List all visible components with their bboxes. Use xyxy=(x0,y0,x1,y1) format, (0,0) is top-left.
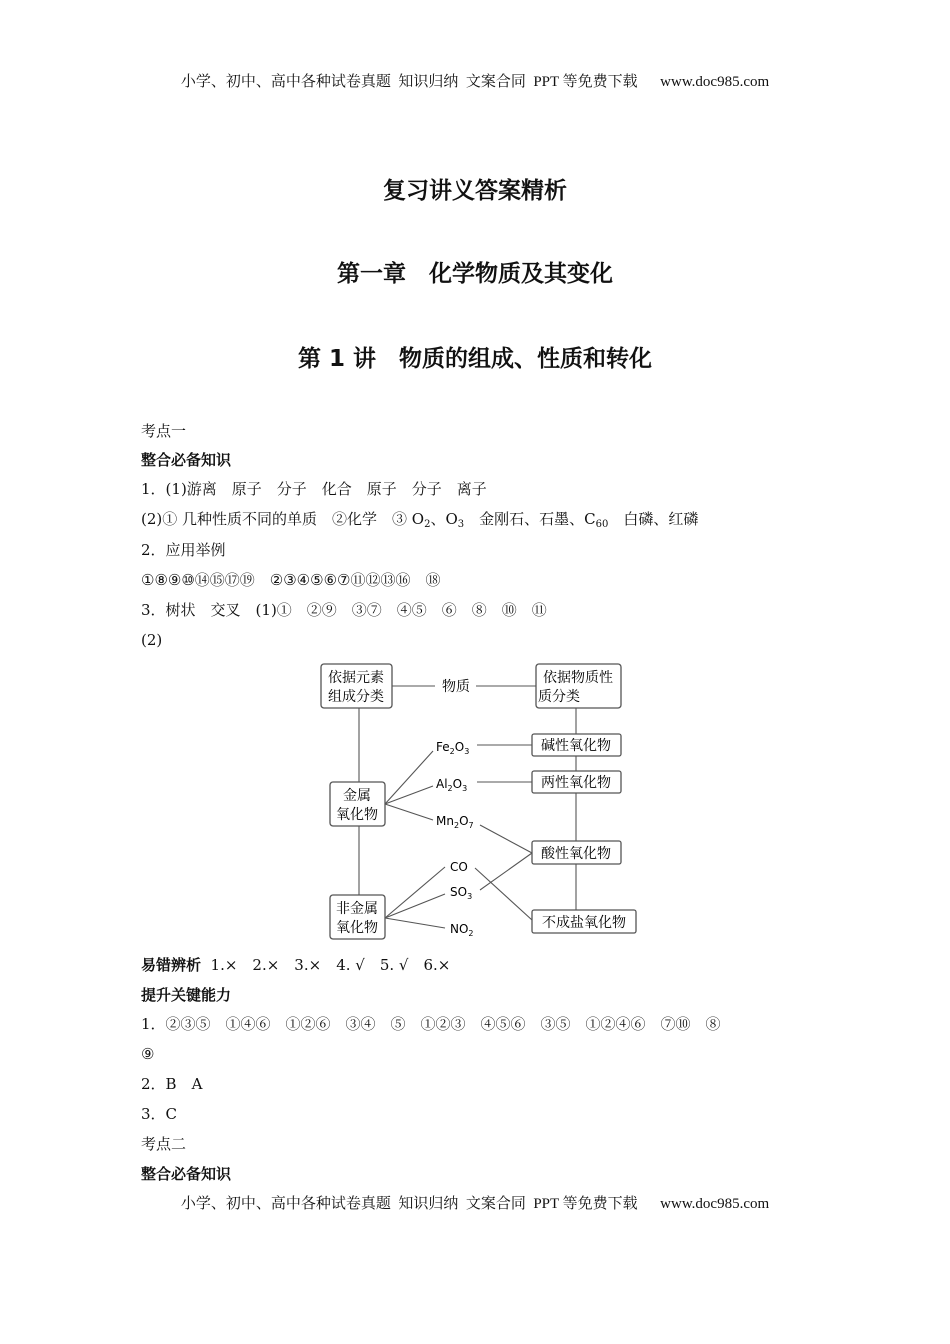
al2o3-sub: 2 xyxy=(447,784,453,793)
formula-mn2o7 xyxy=(436,814,474,830)
metal-oxide-line-1: 金属 xyxy=(343,788,371,804)
answer-line-2 xyxy=(141,509,698,535)
box-non-salt-forming-oxide xyxy=(532,910,636,933)
no2-part: NO xyxy=(450,922,469,936)
mn2o7-part: Mn xyxy=(436,814,454,828)
fe2o3-part: O xyxy=(454,740,465,754)
answer-line-7: 1．②③⑤ ①④⑥ ①②⑥ ③④ ⑤ ①②③ ④⑤⑥ ③⑤ ①②④⑥ ⑦⑩ ⑧ xyxy=(141,1015,721,1033)
yicuo-line xyxy=(141,955,450,975)
box-basic-oxide xyxy=(532,734,621,756)
formula-al2o3 xyxy=(436,777,467,793)
answer-line-3: 2．应用举例 xyxy=(141,541,226,559)
answer-line-10: 3．C xyxy=(141,1105,178,1123)
so3-part: SO xyxy=(450,885,468,899)
oxide-classification-diagram xyxy=(310,658,640,943)
formula-co: CO xyxy=(450,860,468,874)
box-acidic-oxide xyxy=(532,841,621,864)
answer-line-1: 1．(1)游离 原子 分子 化合 原子 分子 离子 xyxy=(141,480,487,498)
al2o3-part: Al xyxy=(436,777,448,791)
acidic-oxide-label: 酸性氧化物 xyxy=(541,846,611,862)
formula-fe2o3 xyxy=(436,740,469,756)
answer-line-6: (2) xyxy=(141,631,163,649)
heading-zhenghe-2: 整合必备知识 xyxy=(141,1165,232,1183)
box-element-line-1: 依据元素 xyxy=(328,670,384,686)
box-nonmetal-oxide xyxy=(330,895,385,939)
page-title: 复习讲义答案精析 xyxy=(383,178,567,204)
text-segment: 、O xyxy=(430,510,458,528)
nonmetal-oxide-line-2: 氧化物 xyxy=(336,920,378,936)
fe2o3-part: Fe xyxy=(436,740,450,754)
answer-line-8: ⑨ xyxy=(141,1045,155,1063)
text-segment: 金刚石、石墨、C xyxy=(464,510,596,528)
metal-oxide-line-2: 氧化物 xyxy=(336,807,378,823)
so3-sub: 3 xyxy=(467,892,473,901)
section-kaodian-1: 考点一 xyxy=(141,422,187,440)
lecture-title: 第 1 讲 物质的组成、性质和转化 xyxy=(297,346,653,372)
text-segment: 白磷、红磷 xyxy=(608,510,699,528)
heading-tisheng: 提升关键能力 xyxy=(141,986,232,1004)
box-amphoteric-oxide xyxy=(532,771,621,793)
subscript: 3 xyxy=(457,519,465,530)
mn2o7-sub: 7 xyxy=(468,821,474,830)
formula-no2 xyxy=(450,922,474,938)
label-substance: 物质 xyxy=(442,679,470,695)
page-footer: 小学、初中、高中各种试卷真题 知识归纳 文案合同 PPT 等免费下载 www.doc985.com xyxy=(180,1196,770,1212)
subscript: 60 xyxy=(595,519,609,530)
mn2o7-part: O xyxy=(459,814,469,828)
section-kaodian-2: 考点二 xyxy=(141,1135,187,1153)
box-metal-oxide xyxy=(330,782,385,826)
box-property-line-1: 依据物质性 xyxy=(543,670,613,686)
chapter-title: 第一章 化学物质及其变化 xyxy=(337,261,613,287)
yicuo-answers: 1.× 2.× 3.× 4. √ 5. √ 6.× xyxy=(201,956,451,974)
formula-so3 xyxy=(450,885,472,901)
basic-oxide-label: 碱性氧化物 xyxy=(541,738,611,754)
subscript: 2 xyxy=(424,519,431,530)
fe2o3-sub: 2 xyxy=(449,747,455,756)
text-segment: (2)① 几种性质不同的单质 ②化学 ③ O xyxy=(141,510,425,528)
box-element-line-2: 组成分类 xyxy=(328,689,384,705)
al2o3-sub: 3 xyxy=(462,784,468,793)
box-property-line-2: 质分类 xyxy=(538,689,580,705)
answer-line-9: 2．B A xyxy=(141,1075,203,1093)
fe2o3-sub: 3 xyxy=(464,747,470,756)
answer-line-4: ①⑧⑨⑩⑭⑮⑰⑲ ②③④⑤⑥⑦⑪⑫⑬⑯ ⑱ xyxy=(141,571,441,589)
box-property-classification xyxy=(536,664,621,708)
heading-yicuo: 易错辨析 xyxy=(141,956,202,974)
nonmetal-oxide-line-1: 非金属 xyxy=(336,901,378,917)
amphoteric-oxide-label: 两性氧化物 xyxy=(541,775,611,791)
non-salt-oxide-label: 不成盐氧化物 xyxy=(542,915,626,931)
mn2o7-sub: 2 xyxy=(453,821,460,830)
al2o3-part: O xyxy=(452,777,463,791)
heading-zhenghe-1: 整合必备知识 xyxy=(141,451,232,469)
answer-line-5: 3．树状 交叉 (1)① ②⑨ ③⑦ ④⑤ ⑥ ⑧ ⑩ ⑪ xyxy=(141,601,547,619)
page-header: 小学、初中、高中各种试卷真题 知识归纳 文案合同 PPT 等免费下载 www.doc985.com xyxy=(180,74,770,90)
box-element-composition xyxy=(321,664,392,708)
no2-sub: 2 xyxy=(468,929,474,938)
